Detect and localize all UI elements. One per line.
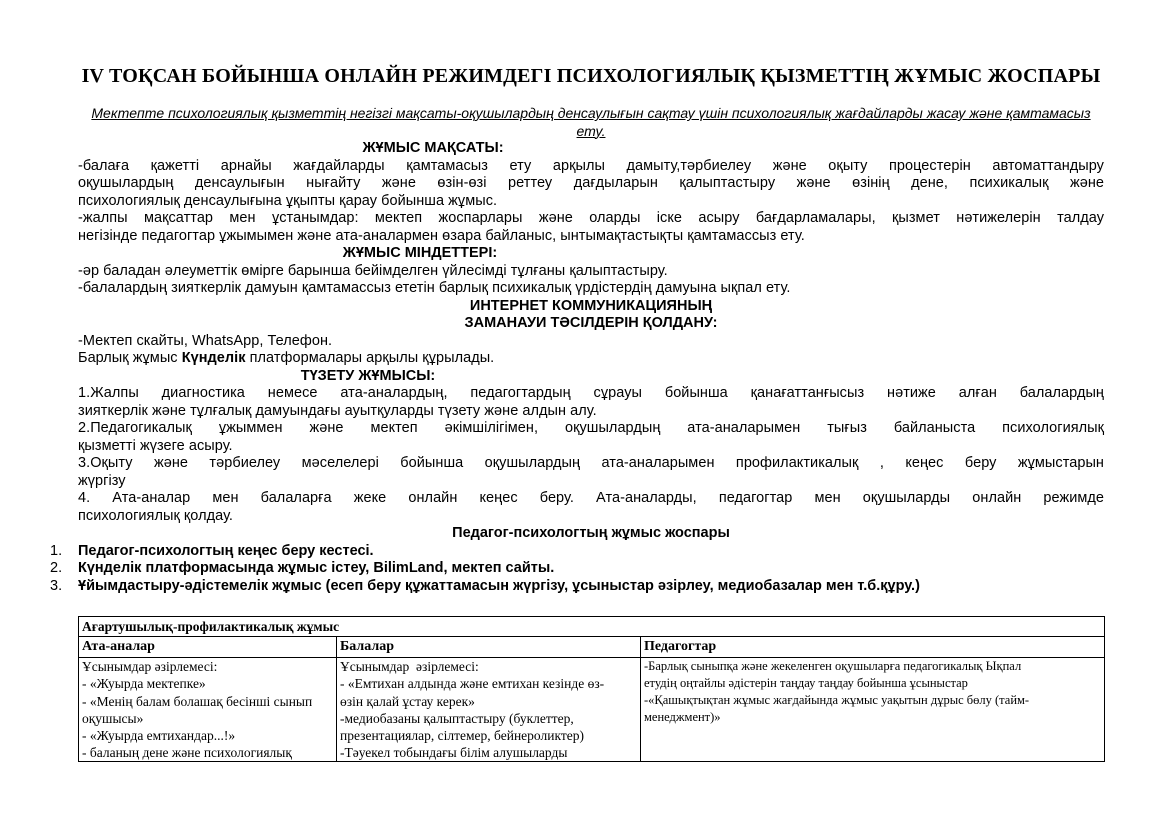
cell-line: - «Емтихан алдында және емтихан кезінде өз- xyxy=(340,676,605,692)
plan-item-number: 3. xyxy=(50,577,63,594)
table-caption: Ағартушылық-профилактикалық жұмыс xyxy=(79,617,1105,637)
section-heading-plan: Педагог-психологтың жұмыс жоспары xyxy=(452,525,730,541)
section-heading-internet-line-2: ЗАМАНАУИ ТӘСІЛДЕРІН ҚОЛДАНУ: xyxy=(464,315,718,331)
plan-item-number: 2. xyxy=(50,560,63,577)
cell-line: менеджмент)» xyxy=(644,710,721,725)
cell-parents-content xyxy=(82,658,333,761)
cell-line: Ұсынымдар әзірлемесі: xyxy=(340,659,479,675)
tasks-paragraph-1: -әр баладан әлеуметтік өмірге барынша бейімделген үйлесімді тұлғаны қалыптастыру. xyxy=(78,262,668,279)
cell-line: -Тәуекел тобындағы білім алушыларды xyxy=(340,745,568,761)
goal-paragraph-2-line-1: -жалпы мақсаттар мен ұстанымдар: мектеп жоспарлары және оларды іске асыру бағдарламалары, қызмет нәтижелерін талдау xyxy=(78,210,1104,226)
correction-paragraph-1-line-2: зияткерлік және тұлғалық дамуындағы ауытқуларды түзету және алдын алу. xyxy=(78,402,597,419)
column-header-parents: Ата-аналар xyxy=(79,637,337,658)
cell-line: етудің оңтайлы әдістерін таңдау таңдау бойынша ұсыныстар xyxy=(644,676,968,691)
internet-paragraph-1: -Мектеп скайты, WhatsApp, Телефон. xyxy=(78,332,333,349)
correction-paragraph-4-line-1: 4. Ата-аналар мен балаларға жеке онлайн кеңес беру. Ата-аналарды, педагогтар мен оқушыларды онлайн режимде xyxy=(78,490,1104,506)
correction-paragraph-3-line-1: 3.Оқыту және тәрбиелеу мәселелері бойынша оқушылардың ата-аналарымен профилактикалық , кеңес беру жұмыстарын xyxy=(78,455,1104,471)
cell-line: - «Жуырда емтихандар...!» xyxy=(82,728,236,744)
document-subtitle: Мектепте психологиялық қызметтің негізгі мақсаты-оқушылардың денсаулығын сақтау үшін психологиялық жағдайларды жасау және қамтамасыз ету. xyxy=(91,105,1091,139)
cell-line: - «Жуырда мектепке» xyxy=(82,676,206,692)
column-header-children: Балалар xyxy=(337,637,641,658)
table-body-row xyxy=(79,658,1105,762)
correction-paragraph-4-line-2: психологиялық қолдау. xyxy=(78,507,234,524)
cell-children xyxy=(337,658,641,762)
cell-line: -медиобазаны қалыптастыру (буклеттер, xyxy=(340,710,574,726)
platform-name-bold: Күнделік xyxy=(181,350,246,366)
cell-line: - «Менің балам болашақ бесінші сынып xyxy=(82,693,313,709)
cell-teachers xyxy=(641,658,1105,762)
correction-paragraph-2-line-2: қызметті жүзеге асыру. xyxy=(78,437,233,454)
document-content xyxy=(50,64,1104,762)
tasks-paragraph-2: -балалардың зияткерлік дамуын қамтамассыз ететін барлық психикалық үрдістердің дамуына ықпал ету. xyxy=(78,280,791,296)
prevention-work-table xyxy=(78,616,1105,762)
cell-line: -Барлық сыныпқа және жекеленген оқушыларға педагогикалық Ықпал xyxy=(644,659,1022,674)
cell-line: -«Қашықтықтан жұмыс жағдайында жұмыс уақытын дұрыс бөлу (тайм- xyxy=(644,693,1030,708)
plan-item-text: Күнделік платформасында жұмыс істеу, BilimLand, мектеп сайты. xyxy=(78,560,555,577)
cell-line: Ұсынымдар әзірлемесі: xyxy=(82,659,218,675)
cell-children-content xyxy=(340,658,637,761)
cell-line: оқушысы» xyxy=(82,710,144,726)
internet-paragraph-2-prefix: Барлық жұмыс xyxy=(78,350,182,366)
correction-paragraph-1-line-1: 1.Жалпы диагностика немесе ата-аналардың, педагогтардың сұрауы бойынша қанағаттанғысыз нәтиже алған балалардың xyxy=(78,385,1104,401)
cell-parents xyxy=(79,658,337,762)
cell-teachers-content xyxy=(644,658,1101,761)
plan-item-number: 1. xyxy=(50,542,63,559)
cell-line: өзін қалай ұстау керек» xyxy=(340,693,475,709)
plan-item-text: Педагог-психологтың кеңес беру кестесі. xyxy=(78,542,374,559)
goal-paragraph-1-line-3: психологиялық денсаулығына ұқыпты қарау бойынша жұмыс. xyxy=(78,192,498,209)
table-header-row xyxy=(79,637,1105,658)
cell-line: - баланың дене және психологиялық xyxy=(82,745,292,761)
document-title: IV ТОҚСАН БОЙЫНША ОНЛАЙН РЕЖИМДЕГІ ПСИХОЛОГИЯЛЫҚ ҚЫЗМЕТТІҢ ЖҰМЫС ЖОСПАРЫ xyxy=(81,65,1101,87)
correction-paragraph-2-line-1: 2.Педагогикалық ұжыммен және мектеп әкімшілігімен, оқушылардың ата-аналарымен тығыз байланыста психологиялық xyxy=(78,420,1104,436)
section-heading-internet-line-1: ИНТЕРНЕТ КОММУНИКАЦИЯНЫҢ xyxy=(469,297,713,314)
goal-paragraph-1-line-1: -балаға қажетті арнайы жағдайларды қамтамасыз ету арқылы дамыту,тәрбиелеу және оқыту процестерін автоматтандыру xyxy=(78,157,1104,174)
cell-line: презентациялар, сілтемер, бейнероликтер) xyxy=(340,728,584,744)
goal-paragraph-1-line-2: оқушылардың денсаулығын нығайту және өзін-өзі реттеу дағдыларын қалыптастыру және өзінің дене, психикалық және xyxy=(78,175,1104,191)
correction-paragraph-3-line-2: жүргізу xyxy=(78,472,126,489)
section-heading-tasks: ЖҰМЫС МІНДЕТТЕРІ: xyxy=(342,245,498,261)
internet-paragraph-2 xyxy=(78,350,1104,368)
plan-list-item xyxy=(50,560,1104,578)
plan-list xyxy=(50,542,1104,596)
plan-list-item xyxy=(50,577,1104,596)
column-header-teachers: Педагогтар xyxy=(641,637,1105,658)
goal-paragraph-2-line-2: негізінде педагогтар ұжымымен және ата-аналармен өзара байланыс, ынтымақтастықты қамтамассыз ету. xyxy=(78,227,805,244)
plan-item-text: Ұйымдастыру-әдістемелік жұмыс (есеп беру құжаттамасын жүргізу, ұсыныстар әзірлеу, медиобазалар мен т.б.құру.) xyxy=(78,577,920,594)
internet-paragraph-2-suffix: платформалары арқылы құрылады. xyxy=(245,350,495,366)
plan-list-item xyxy=(50,542,1104,561)
table-caption-row xyxy=(79,617,1105,637)
section-heading-correction: ТҮЗЕТУ ЖҰМЫСЫ: xyxy=(300,367,436,384)
section-heading-goal: ЖҰМЫС МАҚСАТЫ: xyxy=(362,140,504,156)
